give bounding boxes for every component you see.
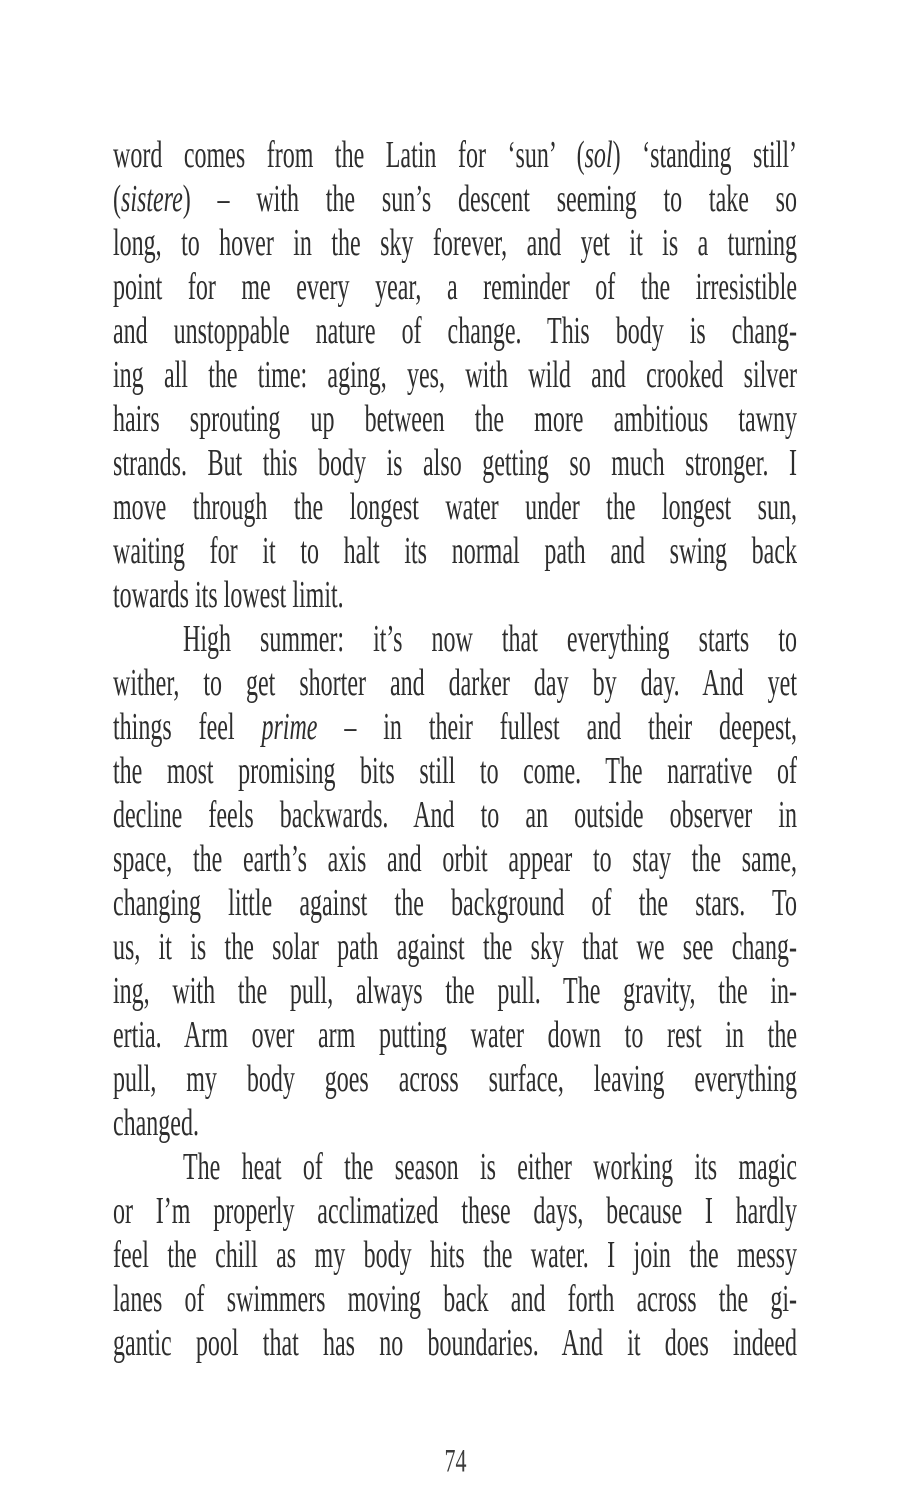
text-line: changing little against the background of the stars. To (113, 883, 797, 925)
text-line: us, it is the solar path against the sky that we see chang- (113, 927, 797, 969)
text-line: ing all the time: aging, yes, with wild and crooked silver (113, 355, 797, 397)
text-line: strands. But this body is also getting so much stronger. I (113, 443, 797, 485)
text-line: High summer: it’s now that everything starts to (183, 619, 797, 661)
text-line: towards its lowest limit. (113, 575, 344, 617)
paragraph (113, 134, 797, 618)
text-line: word comes from the Latin for ‘sun’ (sol) ‘standing still’ (113, 135, 797, 177)
paragraph (113, 618, 797, 1146)
page-text (113, 134, 797, 1366)
text-line: feel the chill as my body hits the water. I join the messy (113, 1235, 797, 1277)
text-line: waiting for it to halt its normal path and swing back (113, 531, 797, 573)
paragraph (113, 1146, 797, 1366)
text-line: space, the earth’s axis and orbit appear to stay the same, (113, 839, 797, 881)
text-line: gantic pool that has no boundaries. And it does indeed (113, 1323, 797, 1365)
text-line: long, to hover in the sky forever, and yet it is a turning (113, 223, 797, 265)
text-line: ing, with the pull, always the pull. The gravity, the in- (113, 971, 797, 1013)
text-line: the most promising bits still to come. The narrative of (113, 751, 797, 793)
text-line: things feel prime – in their fullest and their deepest, (113, 707, 798, 749)
text-line: wither, to get shorter and darker day by day. And yet (113, 663, 797, 705)
text-line: point for me every year, a reminder of the irresistible (113, 267, 797, 309)
text-line: (sistere) – with the sun’s descent seeming to take so (113, 179, 797, 221)
page-number: 74 (444, 1441, 467, 1479)
text-line: ertia. Arm over arm putting water down to rest in the (113, 1015, 797, 1057)
text-line: hairs sprouting up between the more ambitious tawny (113, 399, 797, 441)
text-line: pull, my body goes across surface, leaving everything (113, 1059, 797, 1101)
text-line: and unstoppable nature of change. This body is chang- (113, 311, 797, 353)
text-line: or I’m properly acclimatized these days, because I hardly (113, 1191, 797, 1233)
text-line: changed. (113, 1103, 199, 1145)
text-line: move through the longest water under the longest sun, (113, 487, 797, 529)
text-line: The heat of the season is either working its magic (183, 1147, 797, 1189)
text-line: lanes of swimmers moving back and forth across the gi- (113, 1279, 797, 1321)
text-line: decline feels backwards. And to an outside observer in (113, 795, 797, 837)
